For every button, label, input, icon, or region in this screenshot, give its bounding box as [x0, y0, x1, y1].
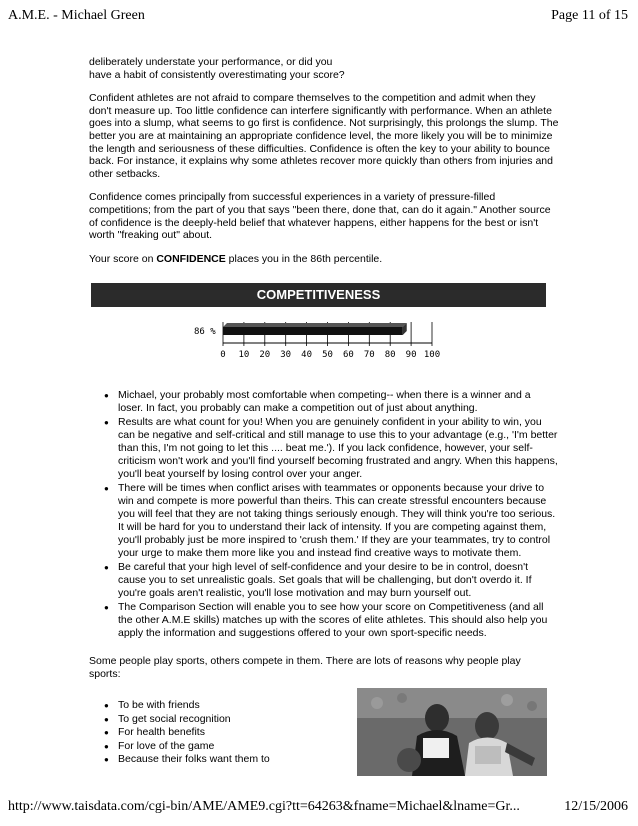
- x-tick-label: 20: [259, 350, 271, 360]
- score-statement: [89, 253, 559, 266]
- x-tick-label: 60: [342, 350, 354, 360]
- x-tick-label: 50: [322, 350, 333, 360]
- x-tick-label: 10: [238, 350, 250, 360]
- bullet-item: ● The Comparison Section will enable you to see how your score on Competitiveness (and all the other A.M.E skills) matches up with the scores of elite athletes. This should also help you apply the information and suggestions offered to your own sport-specific needs.: [118, 601, 558, 640]
- x-tick-label: 100: [423, 350, 441, 360]
- bar-category-label: 86 %: [194, 327, 216, 337]
- x-tick-label: 0: [220, 350, 226, 360]
- score-suffix: places you in the 86th percentile.: [225, 252, 383, 265]
- reason-item: ● For health benefits: [118, 726, 348, 740]
- bullet-item: ● Michael, your probably most comfortable when competing-- when there is a winner and a loser. In fact, you probably can make a competition out of just about anything.: [118, 389, 558, 415]
- bar: [223, 327, 403, 335]
- header-title: A.M.E. - Michael Green: [8, 8, 145, 23]
- percentile-chart-svg: [176, 315, 476, 365]
- x-tick-label: 80: [384, 350, 396, 360]
- page-number: Page 11 of 15: [551, 8, 628, 23]
- bullet-item: ● Results are what count for you! When you are genuinely confident in your ability to win, you can be negative and self-critical and still manage to use this to your advantage (e.g., 'I'm better than this, I'm not going to let this .... beat me.'). If you lack confidence, however, your self-criticism won't work and you'll find yourself becoming frustrated and angry. When this happens, you'll beat yourself by losing control over your anger.: [118, 416, 558, 481]
- x-tick-label: 30: [280, 350, 292, 360]
- x-tick-label: 90: [405, 350, 417, 360]
- bar-top: [223, 323, 407, 327]
- percentile-chart: [176, 315, 476, 365]
- intro-line-2: have a habit of consistently overestimating your score?: [89, 68, 345, 81]
- reason-item: ● For love of the game: [118, 740, 348, 754]
- reasons-list: [118, 699, 348, 767]
- x-tick-label: 40: [301, 350, 313, 360]
- x-tick-label: 70: [363, 350, 375, 360]
- score-skill: CONFIDENCE: [156, 252, 226, 265]
- report-body: [89, 56, 559, 276]
- sports-intro: Some people play sports, others compete in them. There are lots of reasons why people play sports:: [89, 655, 521, 680]
- bullet-item: ● There will be times when conflict arises with teammates or opponents because your drive to win and compete is more powerful than theirs. This can create stressful encounters because you will feel that they are not taking things seriously enough. They will think you're too serious. It will be hard for you to understand their lack of intensity. If you are competing against them, you'll probably just be more inspired to 'crush them.' If they are your teammates, try to control your urge to make them more like you and instead find creative ways to motivate them.: [118, 482, 558, 560]
- confidence-paragraph-1: Confident athletes are not afraid to compare themselves to the competition and admit when they don't measure up. Too little confidence can interfere significantly with performance. When an athlete goes into a slump, what seems to go first is confidence. Not surprisingly, this prolongs the slump. The better you are at maintaining an appropriate confidence level, the more likely you will be to minimize the length and seriousness of these difficulties. Confidence is often the key to your ability to bounce back. For instance, it explains why some athletes recover more quickly than others from injuries and other setbacks.: [89, 92, 559, 180]
- confidence-paragraph-2: Confidence comes principally from successful experiences in a variety of pressure-filled competitions; from the part of you that says "been there, done that, can do it again." Another source of confidence is the deeply-held belief that whatever happens, either happens for the best or isn't worth "freaking out" about.: [89, 191, 551, 242]
- footer-url: http://www.taisdata.com/cgi-bin/AME/AME9.cgi?tt=64263&fname=Michael&lname=Gr...: [8, 799, 520, 814]
- footer-date: 12/15/2006: [564, 799, 628, 814]
- competitiveness-bullets: [118, 389, 558, 641]
- score-prefix: Your score on: [89, 252, 157, 265]
- basketball-photo: [357, 688, 547, 776]
- reason-item: ● To get social recognition: [118, 713, 348, 727]
- reason-item: ● Because their folks want them to: [118, 753, 348, 767]
- intro-paragraph: [89, 56, 559, 81]
- bullet-item: ● Be careful that your high level of self-confidence and your desire to be in control, doesn't cause you to set unrealistic goals. Set goals that will be challenging, but don't overdo it. If you're goals aren't realistic, you'll lose motivation and may burn yourself out.: [118, 561, 558, 600]
- reason-item: ● To be with friends: [118, 699, 348, 713]
- section-heading-competitiveness: COMPETITIVENESS: [91, 283, 546, 307]
- intro-line-1: deliberately understate your performance, or did you: [89, 56, 333, 68]
